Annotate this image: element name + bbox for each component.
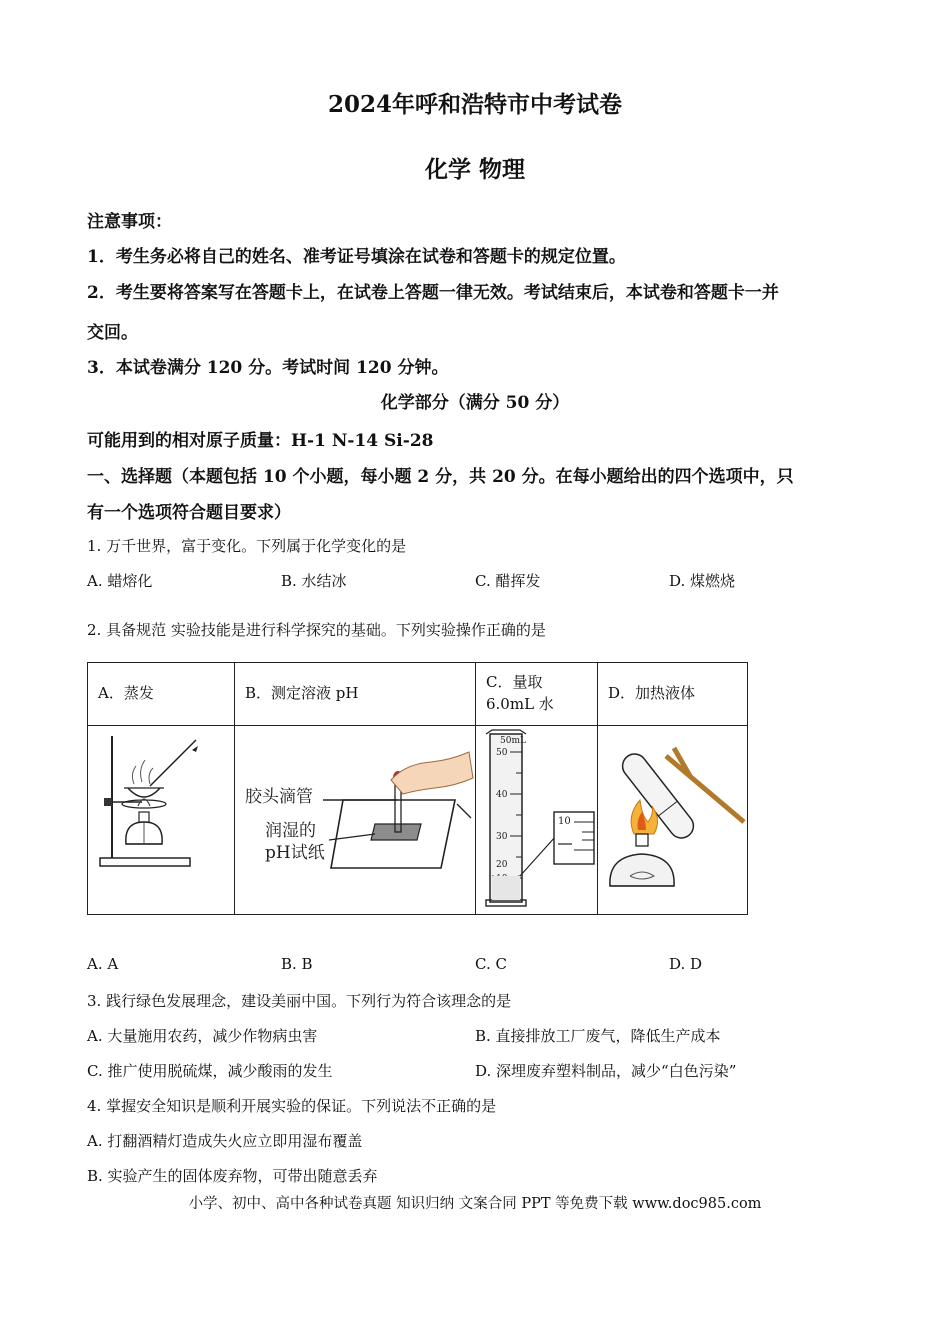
question-stem-1: 1. 万千世界，富于变化。下列属于化学变化的是 <box>87 537 407 555</box>
mc-heading-line: 一、选择题（本题包括 10 个小题，每小题 2 分，共 20 分。在每小题给出的四个选项中，只 <box>87 467 794 487</box>
cylinder-label: 50mL <box>500 736 526 746</box>
exam-title: 2024年呼和浩特市中考试卷 <box>327 91 622 118</box>
figure-cell-a <box>88 726 235 915</box>
option-a: A. A <box>87 955 119 973</box>
header-label: C．量取 <box>486 673 543 691</box>
evaporation-figure <box>88 726 234 914</box>
option-d: D. 深埋废弃塑料制品，减少“白色污染” <box>475 1062 737 1080</box>
header-cell-b <box>235 663 476 726</box>
option-b: B. 水结冰 <box>281 572 347 590</box>
paper-label: pH试纸 <box>265 843 325 863</box>
part-title: 化学部分（满分 50 分） <box>380 393 570 413</box>
zoom-tick: 10 <box>558 816 571 827</box>
option-b: B. 实验产生的固体废弃物，可带出随意丢弃 <box>87 1167 378 1185</box>
option-b: B. 直接排放工厂废气，降低生产成本 <box>475 1027 721 1045</box>
figure-cell-d <box>598 726 748 915</box>
heating-liquid-figure <box>598 726 747 914</box>
question-stem-3: 3. 践行绿色发展理念，建设美丽中国。下列行为符合该理念的是 <box>87 992 512 1010</box>
experiment-table <box>87 662 748 915</box>
notice-item: 1．考生务必将自己的姓名、准考证号填涂在试卷和答题卡的规定位置。 <box>87 247 626 267</box>
ph-test-figure <box>235 726 475 914</box>
option-c: C. 推广使用脱硫煤，减少酸雨的发生 <box>87 1062 333 1080</box>
atomic-mass-line: 可能用到的相对原子质量：H-1 N-14 Si-28 <box>87 431 434 451</box>
paper-label: 润湿的 <box>265 821 316 841</box>
cylinder-tick: 50 <box>496 748 508 758</box>
figure-cell-b <box>235 726 476 915</box>
question-stem-2: 2. 具备规范 实验技能是进行科学探究的基础。下列实验操作正确的是 <box>87 621 546 639</box>
cylinder-figure <box>476 726 597 914</box>
option-a: A. 大量施用农药，减少作物病虫害 <box>87 1027 318 1045</box>
page-footer: 小学、初中、高中各种试卷真题 知识归纳 文案合同 PPT 等免费下载 www.doc985.com <box>188 1196 762 1212</box>
question-stem-4: 4. 掌握安全知识是顺利开展实验的保证。下列说法不正确的是 <box>87 1097 497 1115</box>
mc-heading-line: 有一个选项符合题目要求） <box>87 503 291 523</box>
header-label: A．蒸发 <box>98 684 154 702</box>
option-b: B. B <box>281 955 313 973</box>
dropper-label: 胶头滴管 <box>245 787 313 807</box>
notice-heading: 注意事项： <box>87 212 172 232</box>
notice-item: 2．考生要将答案写在答题卡上，在试卷上答题一律无效。考试结束后，本试卷和答题卡一并 <box>87 283 779 303</box>
header-label: 6.0mL 水 <box>486 695 554 713</box>
cylinder-tick: 30 <box>496 832 508 842</box>
option-c: C. C <box>475 955 507 973</box>
option-c: C. 醋挥发 <box>475 572 541 590</box>
header-label: D．加热液体 <box>608 684 696 702</box>
cylinder-tick: 20 <box>496 860 508 870</box>
option-a: A. 蜡熔化 <box>87 572 153 590</box>
notice-item: 交回。 <box>87 323 138 343</box>
option-a: A. 打翻酒精灯造成失火应立即用湿布覆盖 <box>87 1132 363 1150</box>
figure-cell-c <box>476 726 598 915</box>
option-d: D. 煤燃烧 <box>669 572 736 590</box>
header-label: B．测定溶液 pH <box>245 684 359 702</box>
header-cell-d <box>598 663 748 726</box>
exam-subtitle: 化学 物理 <box>424 156 525 183</box>
header-cell-c <box>476 663 598 726</box>
header-cell-a <box>88 663 235 726</box>
option-d: D. D <box>669 955 703 973</box>
cylinder-tick: 40 <box>496 790 508 800</box>
notice-item: 3．本试卷满分 120 分。考试时间 120 分钟。 <box>87 358 449 378</box>
